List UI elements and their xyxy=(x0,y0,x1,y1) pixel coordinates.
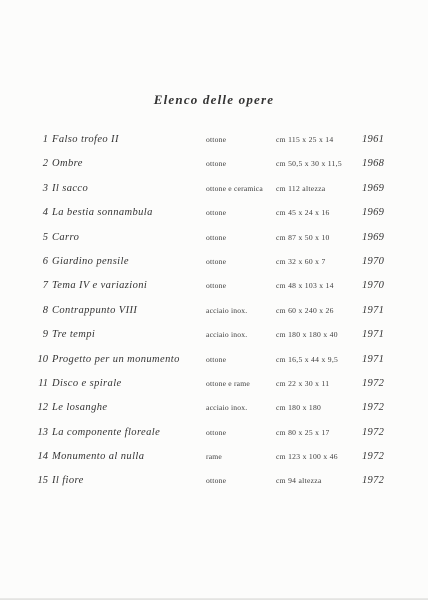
work-material: ottone xyxy=(206,208,227,218)
work-dimensions: cm 180 x 180 xyxy=(276,403,322,413)
work-dimensions: cm 94 altezza xyxy=(276,476,322,486)
work-material: ottone xyxy=(206,232,227,242)
work-material: ottone xyxy=(206,427,227,437)
work-number: 12 xyxy=(37,402,48,414)
work-row xyxy=(0,177,428,201)
work-title: Tre tempi xyxy=(52,329,96,341)
work-material: acciaio inox. xyxy=(206,330,248,340)
work-dimensions: cm 180 x 180 x 40 xyxy=(276,330,338,340)
work-title: Carro xyxy=(52,231,80,243)
work-year: 1961 xyxy=(362,134,385,145)
work-dimensions: cm 16,5 x 44 x 9,5 xyxy=(276,354,339,364)
work-row xyxy=(0,445,428,469)
work-dimensions: cm 45 x 24 x 16 xyxy=(276,208,330,218)
work-title: Il fiore xyxy=(52,475,84,487)
work-number: 2 xyxy=(42,158,48,170)
work-row xyxy=(0,323,428,347)
work-year: 1970 xyxy=(362,255,385,267)
work-number: 8 xyxy=(42,304,48,316)
work-material: ottone e ceramica xyxy=(206,183,263,193)
work-number: 13 xyxy=(37,426,48,438)
work-row xyxy=(0,201,428,225)
work-number: 9 xyxy=(42,329,48,341)
work-title: Falso trofeo II xyxy=(52,134,119,145)
work-dimensions: cm 87 x 50 x 10 xyxy=(276,232,330,242)
work-title: Il sacco xyxy=(52,182,89,194)
work-dimensions: cm 112 altezza xyxy=(276,183,326,193)
work-number: 10 xyxy=(37,353,48,365)
work-number: 15 xyxy=(37,475,48,487)
work-number: 1 xyxy=(42,134,48,145)
works-list xyxy=(0,128,428,494)
work-title: Progetto per un monumento xyxy=(52,353,180,365)
work-title: Contrappunto VIII xyxy=(52,304,138,316)
work-year: 1972 xyxy=(362,426,385,438)
work-title: Monumento al nulla xyxy=(52,451,145,463)
work-row xyxy=(0,396,428,420)
work-year: 1969 xyxy=(362,231,385,243)
work-material: rame xyxy=(206,452,222,462)
work-year: 1972 xyxy=(362,475,385,487)
work-row xyxy=(0,250,428,274)
work-material: ottone xyxy=(206,256,227,266)
work-dimensions: cm 48 x 103 x 14 xyxy=(276,281,334,291)
work-dimensions: cm 123 x 100 x 46 xyxy=(276,452,338,462)
work-material: acciaio inox. xyxy=(206,305,248,315)
work-number: 7 xyxy=(42,280,48,292)
work-row xyxy=(0,274,428,298)
work-material: ottone xyxy=(206,476,227,486)
work-title: Ombre xyxy=(52,158,83,170)
work-year: 1970 xyxy=(362,280,385,292)
work-number: 5 xyxy=(42,231,48,243)
work-year: 1971 xyxy=(362,304,385,316)
work-row xyxy=(0,299,428,323)
work-year: 1968 xyxy=(362,158,385,170)
work-title: La componente floreale xyxy=(52,426,161,438)
work-year: 1972 xyxy=(362,451,385,463)
work-material: ottone xyxy=(206,135,227,144)
work-year: 1972 xyxy=(362,377,385,389)
work-dimensions: cm 80 x 25 x 17 xyxy=(276,427,330,437)
work-year: 1969 xyxy=(362,182,385,194)
page-title: Elenco delle opere xyxy=(153,92,275,107)
work-dimensions: cm 32 x 60 x 7 xyxy=(276,256,326,266)
work-material: ottone xyxy=(206,281,227,291)
work-number: 3 xyxy=(42,182,48,194)
work-row xyxy=(0,348,428,372)
work-material: ottone xyxy=(206,354,227,364)
work-year: 1971 xyxy=(362,329,385,341)
work-title: La bestia sonnambula xyxy=(52,207,153,219)
work-number: 14 xyxy=(37,451,48,463)
work-row xyxy=(0,128,428,152)
work-dimensions: cm 115 x 25 x 14 xyxy=(276,135,334,144)
work-number: 4 xyxy=(42,207,48,219)
work-material: ottone e rame xyxy=(206,378,250,388)
work-title: Tema IV e variazioni xyxy=(52,280,148,292)
work-dimensions: cm 50,5 x 30 x 11,5 xyxy=(276,159,342,169)
work-material: ottone xyxy=(206,159,227,169)
work-row xyxy=(0,152,428,176)
work-dimensions: cm 60 x 240 x 26 xyxy=(276,305,334,315)
work-number: 11 xyxy=(38,377,48,389)
work-year: 1971 xyxy=(362,353,385,365)
work-title: Le losanghe xyxy=(52,402,108,414)
work-year: 1969 xyxy=(362,207,385,219)
work-row xyxy=(0,372,428,396)
work-row xyxy=(0,421,428,445)
work-row xyxy=(0,469,428,493)
work-dimensions: cm 22 x 30 x 11 xyxy=(276,378,330,388)
work-title: Giardino pensile xyxy=(52,255,129,267)
work-title: Disco e spirale xyxy=(52,377,122,389)
work-material: acciaio inox. xyxy=(206,403,248,413)
work-number: 6 xyxy=(42,255,48,267)
work-row xyxy=(0,226,428,250)
work-year: 1972 xyxy=(362,402,385,414)
